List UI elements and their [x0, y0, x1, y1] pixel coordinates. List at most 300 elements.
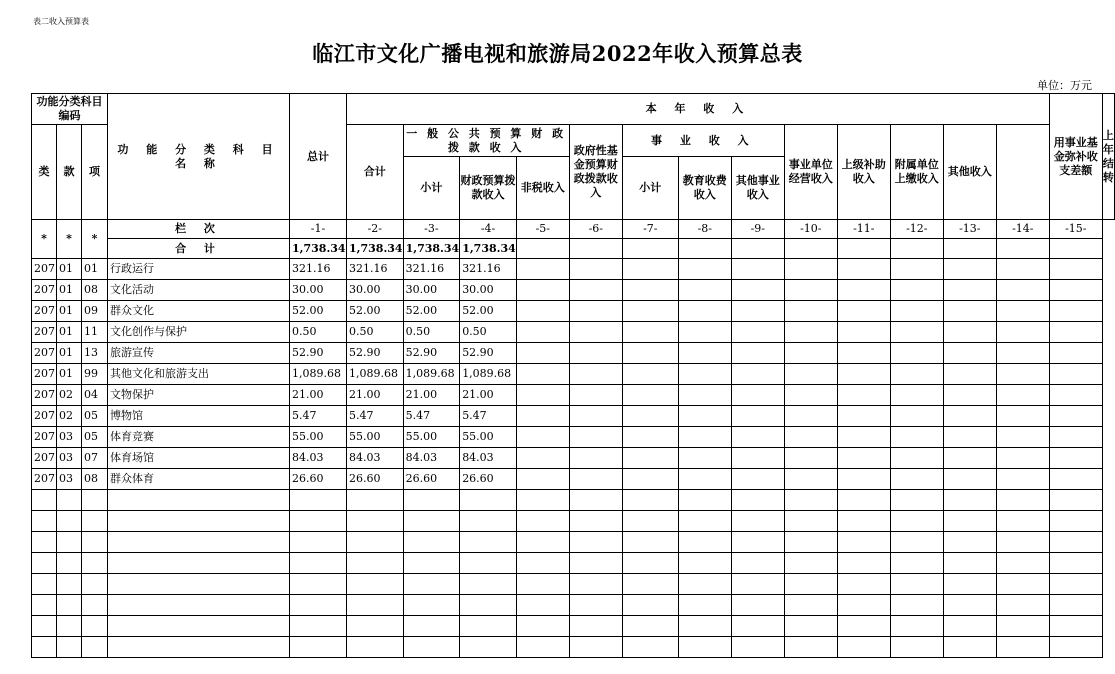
value-cell	[943, 322, 996, 343]
empty-cell	[347, 637, 404, 658]
value-cell	[731, 322, 784, 343]
empty-cell	[622, 553, 678, 574]
empty-cell	[32, 616, 57, 637]
corner-note: 表二收入预算表	[33, 17, 89, 26]
empty-cell	[622, 574, 678, 595]
empty-cell	[622, 595, 678, 616]
empty-cell	[622, 490, 678, 511]
value-cell: 321.16	[403, 259, 460, 280]
value-cell	[516, 448, 569, 469]
total-cell	[1049, 239, 1102, 259]
value-cell: 5.47	[290, 406, 347, 427]
empty-cell	[569, 511, 622, 532]
empty-cell	[622, 511, 678, 532]
value-cell: 0.50	[290, 322, 347, 343]
value-cell	[678, 448, 731, 469]
value-cell	[1049, 406, 1102, 427]
value-cell: 84.03	[290, 448, 347, 469]
value-cell	[996, 343, 1049, 364]
table-row	[32, 259, 1115, 280]
column-index-cell: -4-	[460, 220, 517, 239]
item-name: 旅游宣传	[108, 343, 290, 364]
empty-cell	[678, 532, 731, 553]
value-cell: 30.00	[347, 280, 404, 301]
empty-cell	[890, 511, 943, 532]
code-xiang: 05	[82, 406, 108, 427]
value-cell	[678, 427, 731, 448]
value-cell: 26.60	[347, 469, 404, 490]
empty-cell	[837, 532, 890, 553]
value-cell: 55.00	[403, 427, 460, 448]
value-cell	[1049, 385, 1102, 406]
empty-cell	[678, 637, 731, 658]
empty-cell	[622, 637, 678, 658]
empty-cell	[403, 574, 460, 595]
empty-cell	[943, 511, 996, 532]
value-cell: 84.03	[403, 448, 460, 469]
empty-cell	[57, 511, 82, 532]
value-cell: 52.00	[290, 301, 347, 322]
value-cell: 26.60	[290, 469, 347, 490]
value-cell: 52.90	[403, 343, 460, 364]
empty-cell	[1049, 532, 1102, 553]
value-cell	[622, 301, 678, 322]
value-cell	[784, 448, 837, 469]
empty-cell	[347, 553, 404, 574]
value-cell	[996, 385, 1049, 406]
value-cell	[569, 280, 622, 301]
value-cell	[890, 301, 943, 322]
empty-cell	[784, 595, 837, 616]
value-cell: 21.00	[403, 385, 460, 406]
column-index-cell: -13-	[943, 220, 996, 239]
code-xiang: 11	[82, 322, 108, 343]
empty-cell	[460, 574, 517, 595]
value-cell: 1,089.68	[403, 364, 460, 385]
total-cell	[943, 239, 996, 259]
table-row	[32, 322, 1115, 343]
empty-cell	[290, 616, 347, 637]
total-cell	[678, 239, 731, 259]
empty-cell	[678, 511, 731, 532]
item-name: 文化活动	[108, 280, 290, 301]
value-cell	[890, 448, 943, 469]
empty-cell	[32, 511, 57, 532]
code-kuan: 02	[57, 385, 82, 406]
unit-label: 单位：万元	[1037, 79, 1092, 92]
value-cell: 55.00	[347, 427, 404, 448]
empty-cell	[403, 616, 460, 637]
value-cell	[837, 259, 890, 280]
empty-cell	[403, 553, 460, 574]
total-cell	[622, 239, 678, 259]
star-xiang: *	[82, 220, 108, 259]
header-subtotal-all: 合计	[347, 125, 404, 220]
value-cell	[678, 280, 731, 301]
empty-row	[32, 490, 1115, 511]
value-cell	[622, 406, 678, 427]
value-cell	[622, 343, 678, 364]
table-row	[32, 364, 1115, 385]
total-cell	[837, 239, 890, 259]
code-xiang: 07	[82, 448, 108, 469]
header-last-year-carry: 上年结转	[1102, 94, 1114, 220]
value-cell	[731, 259, 784, 280]
empty-cell	[57, 637, 82, 658]
value-cell: 52.00	[403, 301, 460, 322]
empty-cell	[57, 616, 82, 637]
empty-cell	[837, 574, 890, 595]
empty-cell	[32, 574, 57, 595]
value-cell	[731, 406, 784, 427]
column-index-cell: -7-	[622, 220, 678, 239]
table-row	[32, 385, 1115, 406]
empty-cell	[996, 490, 1049, 511]
value-cell	[678, 322, 731, 343]
value-cell	[1049, 343, 1102, 364]
empty-cell	[516, 595, 569, 616]
empty-row	[32, 553, 1115, 574]
value-cell: 321.16	[460, 259, 517, 280]
empty-cell	[82, 574, 108, 595]
header-general-budget: 一 般 公 共 预 算 财 政 拨 款 收 入	[403, 125, 569, 157]
code-lei: 207	[32, 259, 57, 280]
value-cell	[569, 259, 622, 280]
value-cell	[996, 301, 1049, 322]
value-cell	[890, 406, 943, 427]
empty-cell	[731, 616, 784, 637]
empty-cell	[731, 574, 784, 595]
empty-cell	[569, 532, 622, 553]
empty-cell	[516, 616, 569, 637]
value-cell	[569, 343, 622, 364]
table-row	[32, 448, 1115, 469]
header-career-unit-op: 事业单位经营收入	[784, 125, 837, 220]
empty-cell	[108, 595, 290, 616]
value-cell	[784, 301, 837, 322]
item-name: 文化创作与保护	[108, 322, 290, 343]
value-cell	[837, 322, 890, 343]
empty-cell	[837, 511, 890, 532]
star-kuan: *	[57, 220, 82, 259]
empty-cell	[943, 574, 996, 595]
value-cell: 84.03	[460, 448, 517, 469]
value-cell	[784, 469, 837, 490]
empty-cell	[678, 574, 731, 595]
empty-cell	[890, 637, 943, 658]
total-cell	[569, 239, 622, 259]
empty-cell	[460, 595, 517, 616]
column-index-cell: -2-	[347, 220, 404, 239]
empty-row	[32, 574, 1115, 595]
empty-cell	[943, 490, 996, 511]
value-cell: 5.47	[460, 406, 517, 427]
value-cell	[1049, 322, 1102, 343]
empty-cell	[784, 574, 837, 595]
value-cell: 21.00	[460, 385, 517, 406]
empty-row	[32, 595, 1115, 616]
code-lei: 207	[32, 385, 57, 406]
table-row	[32, 343, 1115, 364]
header-upper-subsidy: 上级补助收入	[837, 125, 890, 220]
empty-row	[32, 511, 1115, 532]
budget-table	[31, 93, 1115, 658]
empty-cell	[57, 595, 82, 616]
code-lei: 207	[32, 280, 57, 301]
empty-cell	[108, 490, 290, 511]
value-cell: 52.00	[460, 301, 517, 322]
item-name: 群众文化	[108, 301, 290, 322]
empty-cell	[82, 637, 108, 658]
value-cell	[837, 406, 890, 427]
empty-cell	[82, 616, 108, 637]
empty-cell	[347, 616, 404, 637]
column-index-cell: -5-	[516, 220, 569, 239]
value-cell	[837, 280, 890, 301]
value-cell	[996, 364, 1049, 385]
empty-cell	[943, 532, 996, 553]
value-cell	[1049, 259, 1102, 280]
empty-cell	[460, 616, 517, 637]
empty-cell	[108, 511, 290, 532]
empty-cell	[890, 532, 943, 553]
value-cell: 0.50	[403, 322, 460, 343]
column-index-cell: -10-	[784, 220, 837, 239]
value-cell	[516, 301, 569, 322]
item-name: 文物保护	[108, 385, 290, 406]
value-cell	[890, 364, 943, 385]
table-row	[32, 406, 1115, 427]
value-cell	[996, 427, 1049, 448]
value-cell	[569, 385, 622, 406]
empty-cell	[678, 595, 731, 616]
table-row	[32, 301, 1115, 322]
column-index-cell: -6-	[569, 220, 622, 239]
empty-cell	[784, 511, 837, 532]
empty-cell	[1049, 616, 1102, 637]
empty-cell	[403, 511, 460, 532]
value-cell	[943, 301, 996, 322]
value-cell	[837, 301, 890, 322]
code-kuan: 02	[57, 406, 82, 427]
empty-cell	[108, 553, 290, 574]
empty-cell	[622, 616, 678, 637]
total-cell: 1,738.34	[290, 239, 347, 259]
column-index-label: 栏 次	[108, 220, 290, 239]
value-cell	[678, 259, 731, 280]
value-cell	[622, 469, 678, 490]
value-cell	[731, 448, 784, 469]
value-cell	[516, 469, 569, 490]
empty-cell	[731, 490, 784, 511]
empty-cell	[82, 490, 108, 511]
value-cell: 21.00	[290, 385, 347, 406]
value-cell	[890, 469, 943, 490]
value-cell	[731, 385, 784, 406]
table-row	[32, 469, 1115, 490]
value-cell	[890, 343, 943, 364]
empty-cell	[731, 532, 784, 553]
value-cell	[784, 280, 837, 301]
empty-cell	[32, 553, 57, 574]
empty-cell	[837, 616, 890, 637]
empty-cell	[57, 532, 82, 553]
value-cell	[516, 385, 569, 406]
value-cell: 52.90	[290, 343, 347, 364]
empty-cell	[996, 616, 1049, 637]
value-cell: 30.00	[460, 280, 517, 301]
value-cell	[569, 364, 622, 385]
empty-cell	[569, 616, 622, 637]
empty-cell	[460, 490, 517, 511]
value-cell: 30.00	[403, 280, 460, 301]
empty-cell	[290, 532, 347, 553]
empty-cell	[460, 511, 517, 532]
empty-cell	[82, 532, 108, 553]
empty-cell	[622, 532, 678, 553]
code-xiang: 09	[82, 301, 108, 322]
value-cell	[837, 427, 890, 448]
value-cell	[837, 469, 890, 490]
value-cell: 26.60	[403, 469, 460, 490]
empty-cell	[403, 532, 460, 553]
value-cell: 55.00	[290, 427, 347, 448]
empty-cell	[943, 595, 996, 616]
empty-cell	[32, 490, 57, 511]
empty-cell	[347, 490, 404, 511]
value-cell	[622, 259, 678, 280]
empty-cell	[57, 553, 82, 574]
value-cell	[622, 427, 678, 448]
empty-cell	[403, 637, 460, 658]
value-cell	[516, 364, 569, 385]
empty-cell	[57, 490, 82, 511]
code-lei: 207	[32, 427, 57, 448]
value-cell: 0.50	[460, 322, 517, 343]
value-cell: 1,089.68	[460, 364, 517, 385]
value-cell	[678, 385, 731, 406]
empty-cell	[996, 553, 1049, 574]
code-lei: 207	[32, 301, 57, 322]
empty-cell	[1049, 574, 1102, 595]
value-cell: 321.16	[290, 259, 347, 280]
empty-cell	[460, 637, 517, 658]
value-cell	[1049, 301, 1102, 322]
value-cell	[622, 322, 678, 343]
empty-cell	[108, 616, 290, 637]
code-kuan: 01	[57, 322, 82, 343]
column-index-cell: -11-	[837, 220, 890, 239]
value-cell	[516, 322, 569, 343]
empty-cell	[290, 490, 347, 511]
empty-cell	[996, 595, 1049, 616]
code-lei: 207	[32, 343, 57, 364]
column-index-cell: -3-	[403, 220, 460, 239]
table-row	[32, 280, 1115, 301]
empty-cell	[82, 595, 108, 616]
header-func-name: 功 能 分 类 科 目 名 称	[108, 94, 290, 220]
header-ci-edu: 教育收费收入	[678, 157, 731, 220]
code-kuan: 01	[57, 343, 82, 364]
total-cell	[731, 239, 784, 259]
value-cell	[678, 406, 731, 427]
value-cell	[996, 469, 1049, 490]
code-xiang: 99	[82, 364, 108, 385]
empty-cell	[569, 595, 622, 616]
value-cell	[784, 322, 837, 343]
value-cell: 52.90	[347, 343, 404, 364]
value-cell	[731, 469, 784, 490]
value-cell	[569, 406, 622, 427]
empty-cell	[516, 574, 569, 595]
empty-cell	[108, 532, 290, 553]
column-index-cell: -14-	[996, 220, 1049, 239]
value-cell	[569, 427, 622, 448]
value-cell	[943, 343, 996, 364]
value-cell: 84.03	[347, 448, 404, 469]
empty-cell	[290, 511, 347, 532]
value-cell	[890, 427, 943, 448]
value-cell	[837, 448, 890, 469]
value-cell	[516, 259, 569, 280]
code-xiang: 08	[82, 469, 108, 490]
empty-cell	[1049, 595, 1102, 616]
value-cell	[678, 343, 731, 364]
code-xiang: 05	[82, 427, 108, 448]
empty-cell	[569, 637, 622, 658]
empty-cell	[347, 511, 404, 532]
header-career-fund-offset: 用事业基金弥补收支差额	[1049, 94, 1102, 220]
empty-row	[32, 616, 1115, 637]
header-kuan: 款	[57, 125, 82, 220]
empty-cell	[996, 574, 1049, 595]
empty-row	[32, 532, 1115, 553]
header-total: 总计	[290, 94, 347, 220]
value-cell	[943, 385, 996, 406]
value-cell	[996, 406, 1049, 427]
value-cell	[569, 322, 622, 343]
header-lei: 类	[32, 125, 57, 220]
value-cell	[996, 448, 1049, 469]
value-cell	[996, 259, 1049, 280]
column-index-cell: -12-	[890, 220, 943, 239]
header-ci-subtotal: 小计	[622, 157, 678, 220]
table-row	[32, 427, 1115, 448]
column-index-cell: -1-	[290, 220, 347, 239]
total-row-label: 合 计	[108, 239, 290, 259]
empty-cell	[516, 637, 569, 658]
header-gb-fiscal: 财政预算拨款收入	[460, 157, 517, 220]
empty-cell	[784, 553, 837, 574]
value-cell	[837, 364, 890, 385]
value-cell	[943, 469, 996, 490]
empty-cell	[731, 595, 784, 616]
empty-cell	[784, 616, 837, 637]
value-cell	[569, 301, 622, 322]
empty-cell	[516, 532, 569, 553]
empty-cell	[290, 595, 347, 616]
value-cell	[622, 385, 678, 406]
item-name: 其他文化和旅游支出	[108, 364, 290, 385]
code-lei: 207	[32, 364, 57, 385]
value-cell	[516, 427, 569, 448]
total-cell: 1,738.34	[347, 239, 404, 259]
code-xiang: 08	[82, 280, 108, 301]
item-name: 体育竞赛	[108, 427, 290, 448]
column-index-cell: -15-	[1049, 220, 1102, 239]
value-cell	[622, 448, 678, 469]
item-name: 行政运行	[108, 259, 290, 280]
